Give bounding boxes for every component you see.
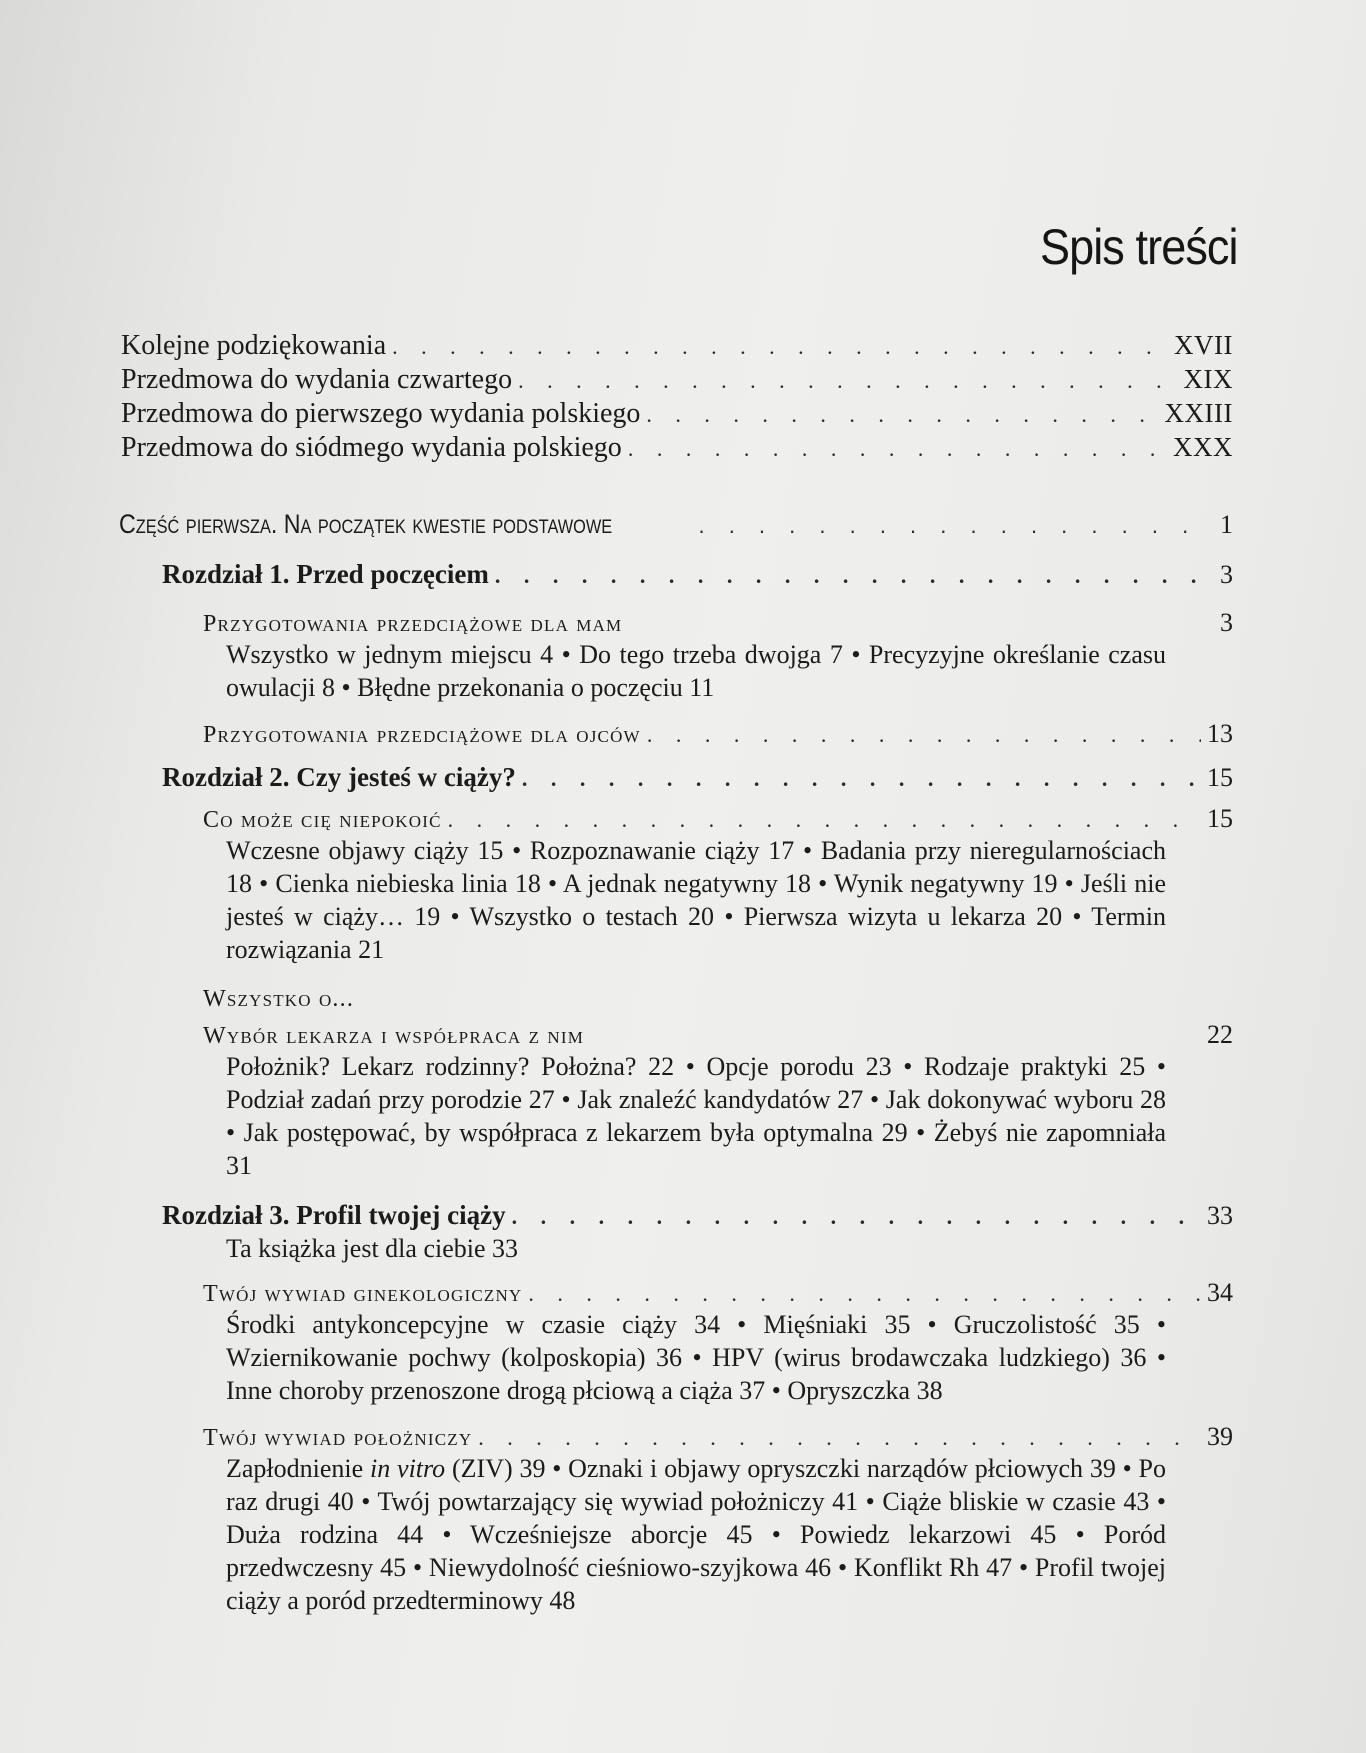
dot-leader (522, 762, 1201, 796)
toc-entry-label: Kolejne podziękowania (121, 330, 387, 361)
toc-section-label: Wszystko o... (203, 986, 355, 1012)
toc-chapter-intro: Ta książka jest dla ciebie 33 (226, 1234, 519, 1263)
toc-chapter-2 (162, 760, 1233, 796)
toc-section-topics: Wczesne objawy ciąży 15 • Rozpoznawanie ciąży 17 • Badania przy nieregularnościach 18 • Cienka niebieska linia 18 • A jednak negatywny 18 • Wynik negatywny 19 • Jeśli nie jesteś w ciąży… 19 • Wszystko o testach 20 • Pierwsza wizyta u lekarza 20 • Termin rozwiązania 21 (226, 836, 1166, 964)
toc-chapter-label: Rozdział 2. Czy jesteś w ciąży? (162, 762, 516, 792)
topic-text-italic: in vitro (370, 1454, 446, 1483)
toc-chapter-page: 33 (1207, 1201, 1233, 1230)
dot-leader (512, 1200, 1201, 1234)
toc-section-label: Twój wywiad położniczy (203, 1425, 473, 1451)
topic-text: Zapłodnienie (226, 1454, 364, 1483)
toc-chapter-label: Rozdział 1. Przed poczęciem (162, 559, 489, 589)
toc-section-page: 34 (1207, 1278, 1233, 1307)
toc-section-label: Wybór lekarza i współpraca z nim (203, 1023, 585, 1049)
toc-section-page: 39 (1207, 1422, 1233, 1451)
toc-section (203, 1276, 1233, 1311)
toc-entry-label: Przedmowa do siódmego wydania polskiego (121, 432, 622, 463)
dot-leader (448, 803, 1201, 837)
toc-section-label: Co może cię niepokoić (203, 807, 442, 833)
toc-section-page: 13 (1207, 719, 1233, 748)
dot-leader (528, 1277, 1201, 1311)
toc-entry-front (121, 396, 1233, 432)
toc-entry-front (121, 328, 1233, 364)
toc-section-topics: Wszystko w jednym miejscu 4 • Do tego trzeba dwojga 7 • Precyzyjne określanie czasu owulacji 8 • Błędne przekonania o poczęciu 11 (226, 640, 1166, 702)
toc-part-label: Część pierwsza. Na początek kwestie podstawowe (119, 509, 613, 539)
toc-section-page: 3 (1220, 608, 1233, 637)
toc-entry-front (121, 430, 1233, 466)
dot-leader (518, 364, 1177, 398)
toc-section (203, 717, 1233, 752)
toc-section-topics (226, 1452, 1166, 1617)
toc-chapter-3 (162, 1198, 1233, 1234)
toc-entry-label: Przedmowa do pierwszego wydania polskiego (121, 398, 641, 429)
toc-entry-front (121, 362, 1233, 398)
toc-part-page: 1 (1220, 510, 1233, 539)
toc-section-label: Przygotowania przedciążowe dla mam (203, 611, 623, 637)
toc-section-page: 22 (1207, 1020, 1233, 1049)
toc-entry-page: XXX (1173, 432, 1233, 462)
toc-section (203, 606, 1233, 641)
toc-chapter-page: 3 (1220, 560, 1233, 589)
toc-section (203, 1018, 1233, 1053)
dot-leader (392, 330, 1168, 364)
toc-chapter-page: 15 (1207, 763, 1233, 792)
dot-leader (495, 559, 1214, 593)
toc-entry-page: XVII (1174, 330, 1233, 360)
toc-entry-page: XXIII (1164, 398, 1233, 428)
toc-section (203, 1420, 1233, 1455)
toc-section-topics: Środki antykoncepcyjne w czasie ciąży 34 • Mięśniaki 35 • Gruczolistość 35 • Wziernikowanie pochwy (kolposkopia) 36 • HPV (wirus brodawczaka ludzkiego) 36 • Inne choroby przenoszone drogą płciową a ciąża 37 • Opryszczka 38 (226, 1310, 1166, 1405)
toc-section-label: Przygotowania przedciążowe dla ojców (203, 722, 641, 748)
toc-chapter-label: Rozdział 3. Profil twojej ciąży (162, 1200, 506, 1230)
dot-leader (478, 1421, 1201, 1455)
toc-section (203, 802, 1233, 837)
dot-leader (628, 432, 1167, 466)
toc-chapter-1 (162, 557, 1233, 593)
toc-part-heading (119, 507, 1233, 543)
toc-section-label: Twój wywiad ginekologiczny (203, 1281, 523, 1307)
toc-entry-label: Przedmowa do wydania czwartego (121, 364, 513, 395)
dot-leader (646, 398, 1158, 432)
toc-section (203, 982, 1233, 1016)
dot-leader (698, 509, 1214, 543)
toc-section-page: 15 (1207, 804, 1233, 833)
topic-text: (ZIV) 39 • Oznaki i objawy opryszczki narządów płciowych 39 • Po raz drugi 40 • Twój powtarzający się wywiad położniczy 41 • Ciąże bliskie w czasie 43 • Duża rodzina 44 • Wcześniejsze aborcje 45 • Powiedz lekarzowi 45 • Poród przedwczesny 45 • Niewydolność cieśniowo-szyjkowa 46 • Konflikt Rh 47 • Profil twojej ciąży a poród przedterminowy 48 (226, 1454, 1167, 1615)
toc-entry-page: XIX (1183, 364, 1233, 394)
dot-leader (647, 718, 1201, 752)
toc-section-topics: Położnik? Lekarz rodzinny? Położna? 22 • Opcje porodu 23 • Rodzaje praktyki 25 • Podział zadań przy porodzie 27 • Jak znaleźć kandydatów 27 • Jak dokonywać wyboru 28 • Jak postępować, by współpraca z lekarzem była optymalna 29 • Żebyś nie zapomniała 31 (226, 1052, 1166, 1180)
page-title: Spis treści (1040, 219, 1238, 275)
